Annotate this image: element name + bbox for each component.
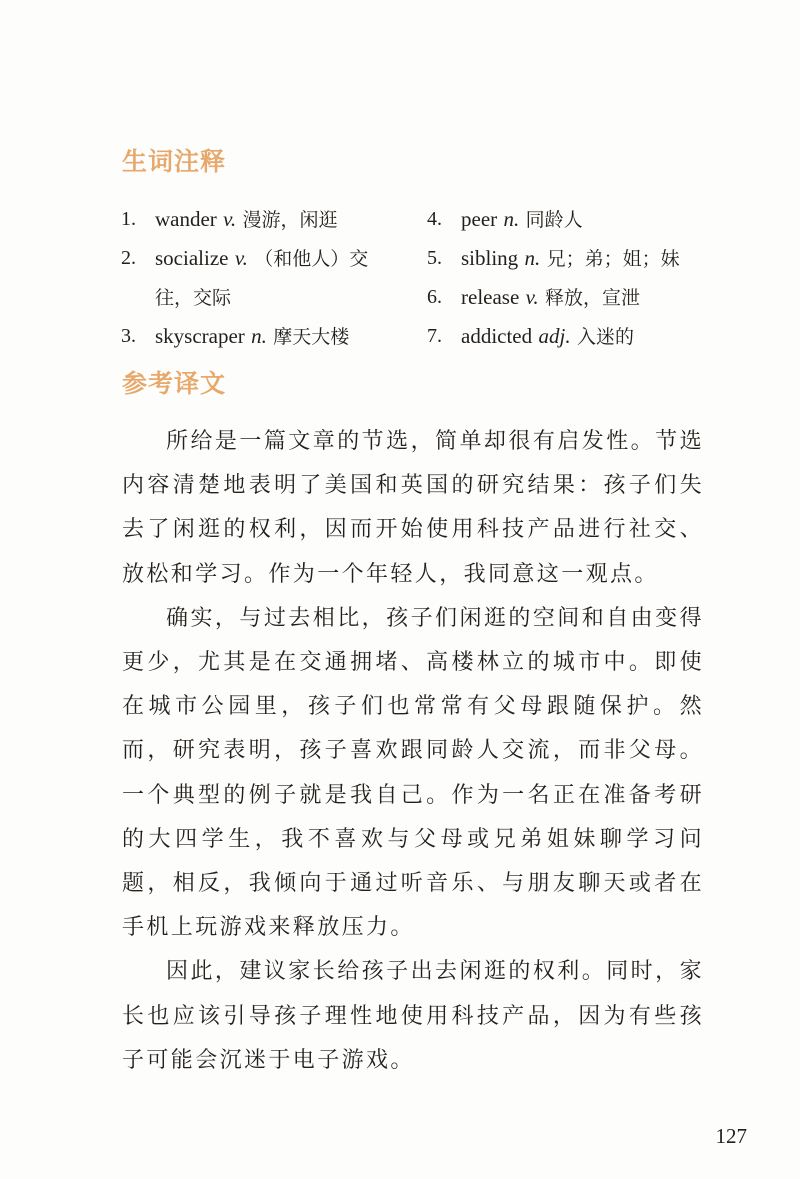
translation-paragraph: 因此，建议家长给孩子出去闲逛的权利。同时，家长也应该引导孩子理性地使用科技产品，因为有些孩子可能会沉迷于电子游戏。 [122, 959, 704, 1073]
vocab-definition: （和他人）交往，交际 [155, 248, 369, 309]
vocab-part-of-speech: v. [223, 207, 237, 231]
vocab-list-left [121, 200, 406, 356]
vocab-item [427, 278, 707, 317]
vocab-definition: 同龄人 [525, 209, 583, 231]
vocab-number: 5. [427, 247, 442, 269]
translation-body [122, 420, 704, 1083]
translation-paragraph: 确实，与过去相比，孩子们闲逛的空间和自由变得更少，尤其是在交通拥堵、高楼林立的城市中。即使在城市公园里，孩子们也常常有父母跟随保护。然而，研究表明，孩子喜欢跟同龄人交流，而非父母。一个典型的例子就是我自己。作为一名正在准备考研的大四学生，我不喜欢与父母或兄弟姐妹聊学习问题，相反，我倾向于通过听音乐、与朋友聊天或者在手机上玩游戏来释放压力。 [122, 605, 704, 941]
vocab-part-of-speech: n. [524, 246, 541, 270]
vocab-heading: 生词注释 [122, 147, 227, 176]
vocab-part-of-speech: adj. [538, 324, 571, 348]
vocab-item [427, 317, 707, 356]
vocab-item [121, 239, 406, 317]
vocab-part-of-speech: n. [503, 207, 520, 231]
page-number: 127 [715, 1124, 747, 1148]
vocab-word: skyscraper [155, 324, 245, 348]
translation-heading: 参考译文 [122, 369, 227, 398]
translation-paragraph: 所给是一篇文章的节选，简单却很有启发性。节选内容清楚地表明了美国和英国的研究结果：孩子们失去了闲逛的权利，因而开始使用科技产品进行社交、放松和学习。作为一个年轻人，我同意这一观点。 [122, 429, 704, 587]
vocab-word: addicted [461, 324, 533, 348]
vocab-list-right [427, 200, 707, 356]
vocab-definition: 摩天大楼 [273, 326, 350, 348]
vocab-definition: 兄；弟；姐；妹 [546, 248, 680, 270]
vocab-word: sibling [461, 246, 519, 270]
vocab-item [427, 239, 707, 278]
vocab-word: release [461, 285, 520, 309]
vocab-part-of-speech: v. [234, 246, 248, 270]
vocab-number: 3. [121, 325, 136, 347]
vocab-definition: 入迷的 [576, 326, 634, 348]
vocab-number: 4. [427, 208, 442, 230]
vocab-number: 7. [427, 325, 442, 347]
vocab-number: 6. [427, 286, 442, 308]
vocab-definition: 漫游，闲逛 [242, 209, 338, 231]
vocab-word: socialize [155, 246, 229, 270]
vocab-number: 2. [121, 247, 136, 269]
vocab-number: 1. [121, 208, 136, 230]
vocab-item [121, 200, 406, 239]
vocab-item [121, 317, 406, 356]
vocab-word: wander [155, 207, 217, 231]
vocab-definition: 释放，宣泄 [545, 287, 641, 309]
vocab-part-of-speech: n. [251, 324, 267, 348]
vocab-item [427, 200, 707, 239]
vocab-part-of-speech: v. [525, 285, 539, 309]
vocab-word: peer [461, 207, 498, 231]
